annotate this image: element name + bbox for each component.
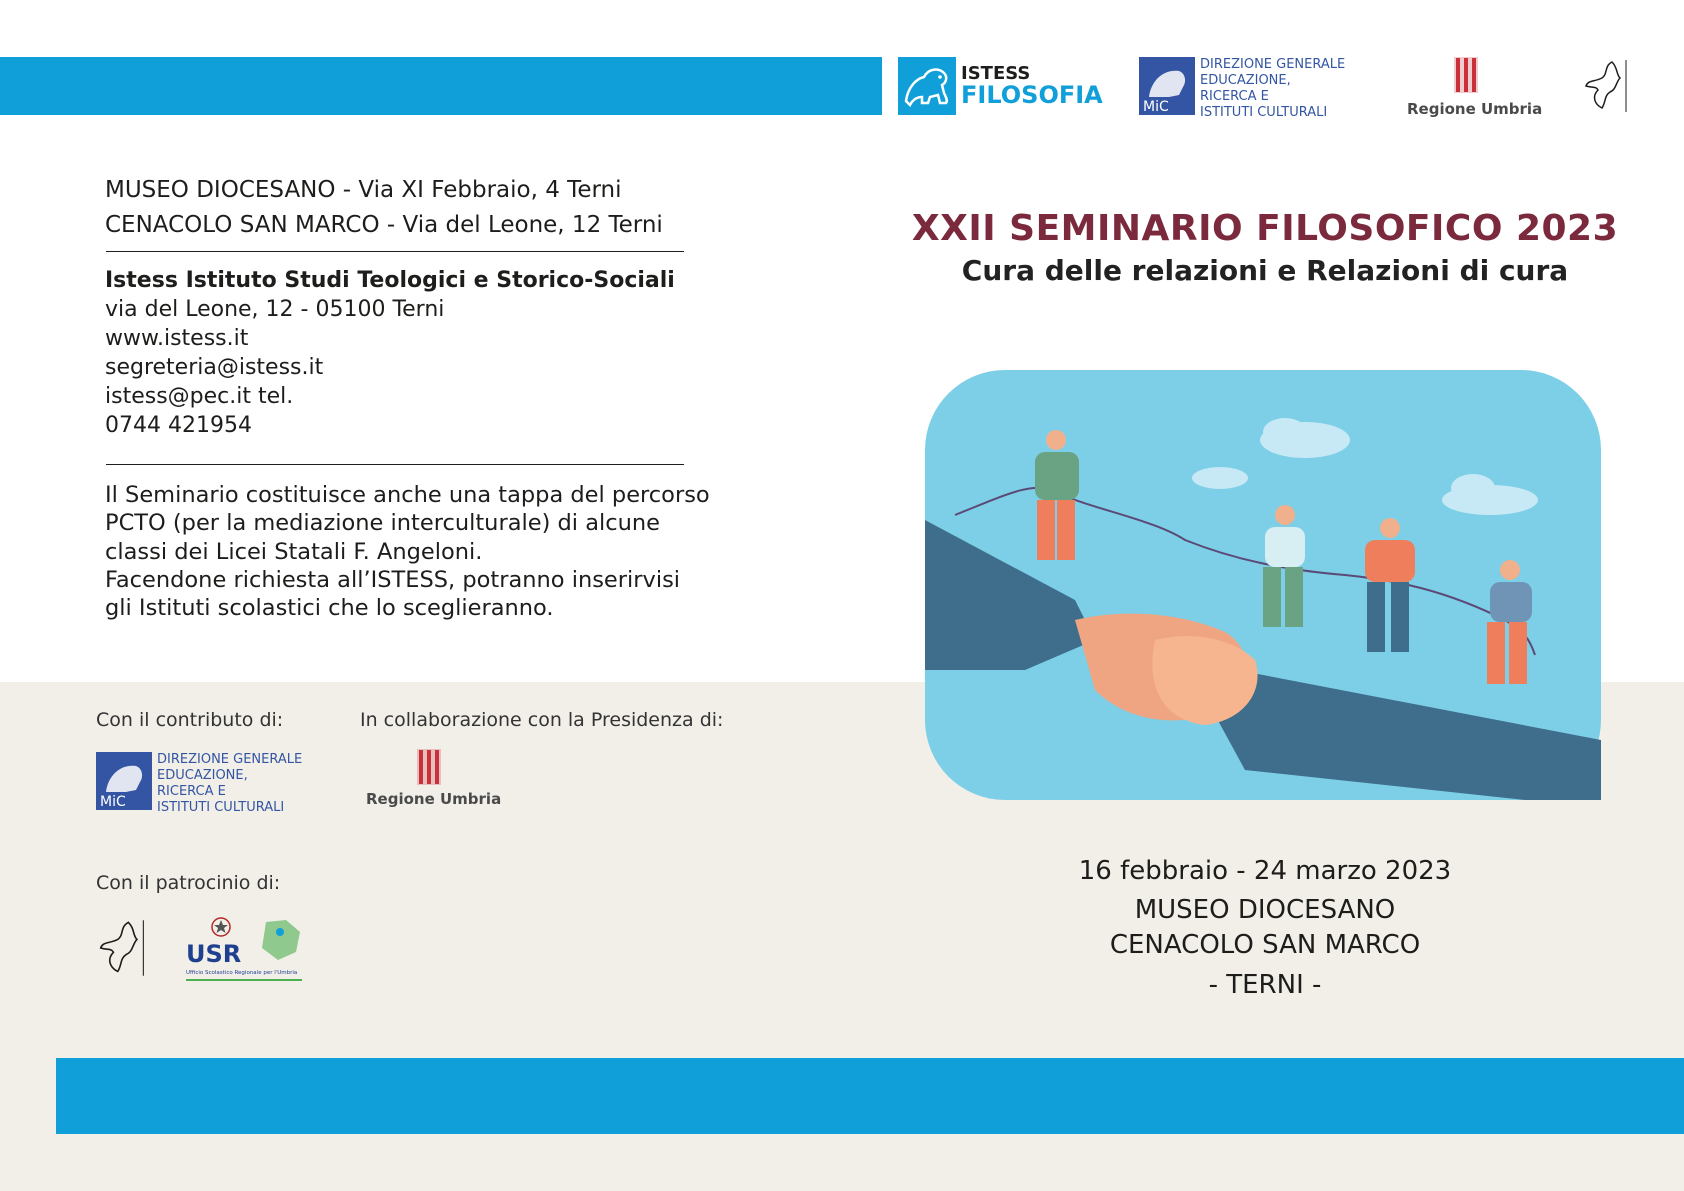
regione-emblem-icon (416, 748, 442, 786)
mic-badge-credits: MiC (100, 794, 126, 810)
regione-emblem-icon (1453, 56, 1479, 94)
institute-name: Istess Istituto Studi Teologici e Storico-Sociali (105, 268, 675, 293)
top-blue-band (0, 57, 882, 115)
mic-logo-credits (96, 752, 306, 815)
contributo-label: Con il contributo di: (96, 709, 284, 731)
mic-credit-line-1: DIREZIONE GENERALE (157, 752, 303, 767)
mic-credit-line-3: RICERCA E (157, 784, 226, 799)
contact-phone: 0744 421954 (105, 413, 252, 438)
teamwork-illustration (925, 370, 1601, 800)
contact-address: via del Leone, 12 - 05100 Terni (105, 297, 445, 322)
contact-email: segreteria@istess.it (105, 355, 324, 380)
event-place-1: MUSEO DIOCESANO (1134, 895, 1396, 925)
mic-emblem-icon (1139, 57, 1195, 115)
seminar-note (105, 481, 710, 622)
event-dates: 16 febbraio - 24 marzo 2023 (1078, 856, 1452, 886)
republic-star-icon (210, 916, 232, 938)
regione-label-credits: Regione Umbria (366, 790, 502, 808)
mic-credit-line-4: ISTITUTI CULTURALI (157, 800, 285, 815)
contact-website: www.istess.it (105, 326, 249, 351)
regione-umbria-logo-credits (364, 748, 504, 812)
regione-label-header: Regione Umbria (1407, 100, 1543, 118)
note-line-4: Facendone richiesta all’ISTESS, potranno inserirvisi (105, 566, 681, 593)
usr-umbria-logo (186, 916, 306, 982)
comune-terni-dragon-icon (1582, 56, 1630, 116)
patrocinio-label: Con il patrocinio di: (96, 872, 281, 894)
collaborazione-label: In collaborazione con la Presidenza di: (360, 709, 724, 731)
divider-1 (106, 251, 684, 252)
venue-line-2: CENACOLO SAN MARCO - Via del Leone, 12 Terni (105, 212, 663, 238)
mic-badge-top: MiC (1143, 99, 1169, 115)
mic-line-3: RICERCA E (1200, 89, 1269, 104)
mic-line-2: EDUCAZIONE, (1200, 73, 1291, 88)
note-line-3: classi dei Licei Statali F. Angeloni. (105, 538, 483, 565)
umbria-map-icon (256, 918, 304, 962)
bottom-blue-band (56, 1058, 1684, 1134)
usr-text: USR (186, 940, 242, 968)
mic-emblem-icon (96, 752, 152, 810)
contact-pec: istess@pec.it tel. (105, 384, 294, 409)
istess-logo-bottom: FILOSOFIA (961, 81, 1103, 109)
note-line-2: PCTO (per la mediazione interculturale) di alcune (105, 510, 660, 537)
event-title: XXII SEMINARIO FILOSOFICO 2023 (911, 208, 1619, 249)
istess-logo-top: ISTESS (961, 63, 1031, 84)
regione-umbria-logo-header (1405, 56, 1543, 120)
mic-credit-line-2: EDUCAZIONE, (157, 768, 248, 783)
event-city: - TERNI - (1208, 970, 1322, 1000)
divider-2 (106, 464, 684, 465)
note-line-5: gli Istituti scolastici che lo sceglieranno. (105, 595, 554, 622)
usr-subtitle: Ufficio Scolastico Regionale per l'Umbria (186, 970, 298, 976)
istess-filosofia-logo (898, 57, 1103, 115)
mic-line-1: DIREZIONE GENERALE (1200, 57, 1346, 72)
lion-icon (898, 57, 956, 115)
venue-line-1: MUSEO DIOCESANO - Via XI Febbraio, 4 Terni (105, 177, 622, 203)
mic-logo-header (1139, 57, 1349, 120)
mic-line-4: ISTITUTI CULTURALI (1200, 105, 1328, 120)
event-subtitle: Cura delle relazioni e Relazioni di cura (961, 254, 1569, 287)
note-line-1: Il Seminario costituisce anche una tappa del percorso (105, 482, 710, 508)
event-place-2: CENACOLO SAN MARCO (1109, 930, 1421, 960)
comune-terni-dragon-icon (96, 916, 148, 980)
usr-underline (186, 979, 302, 981)
contact-block (105, 266, 675, 440)
